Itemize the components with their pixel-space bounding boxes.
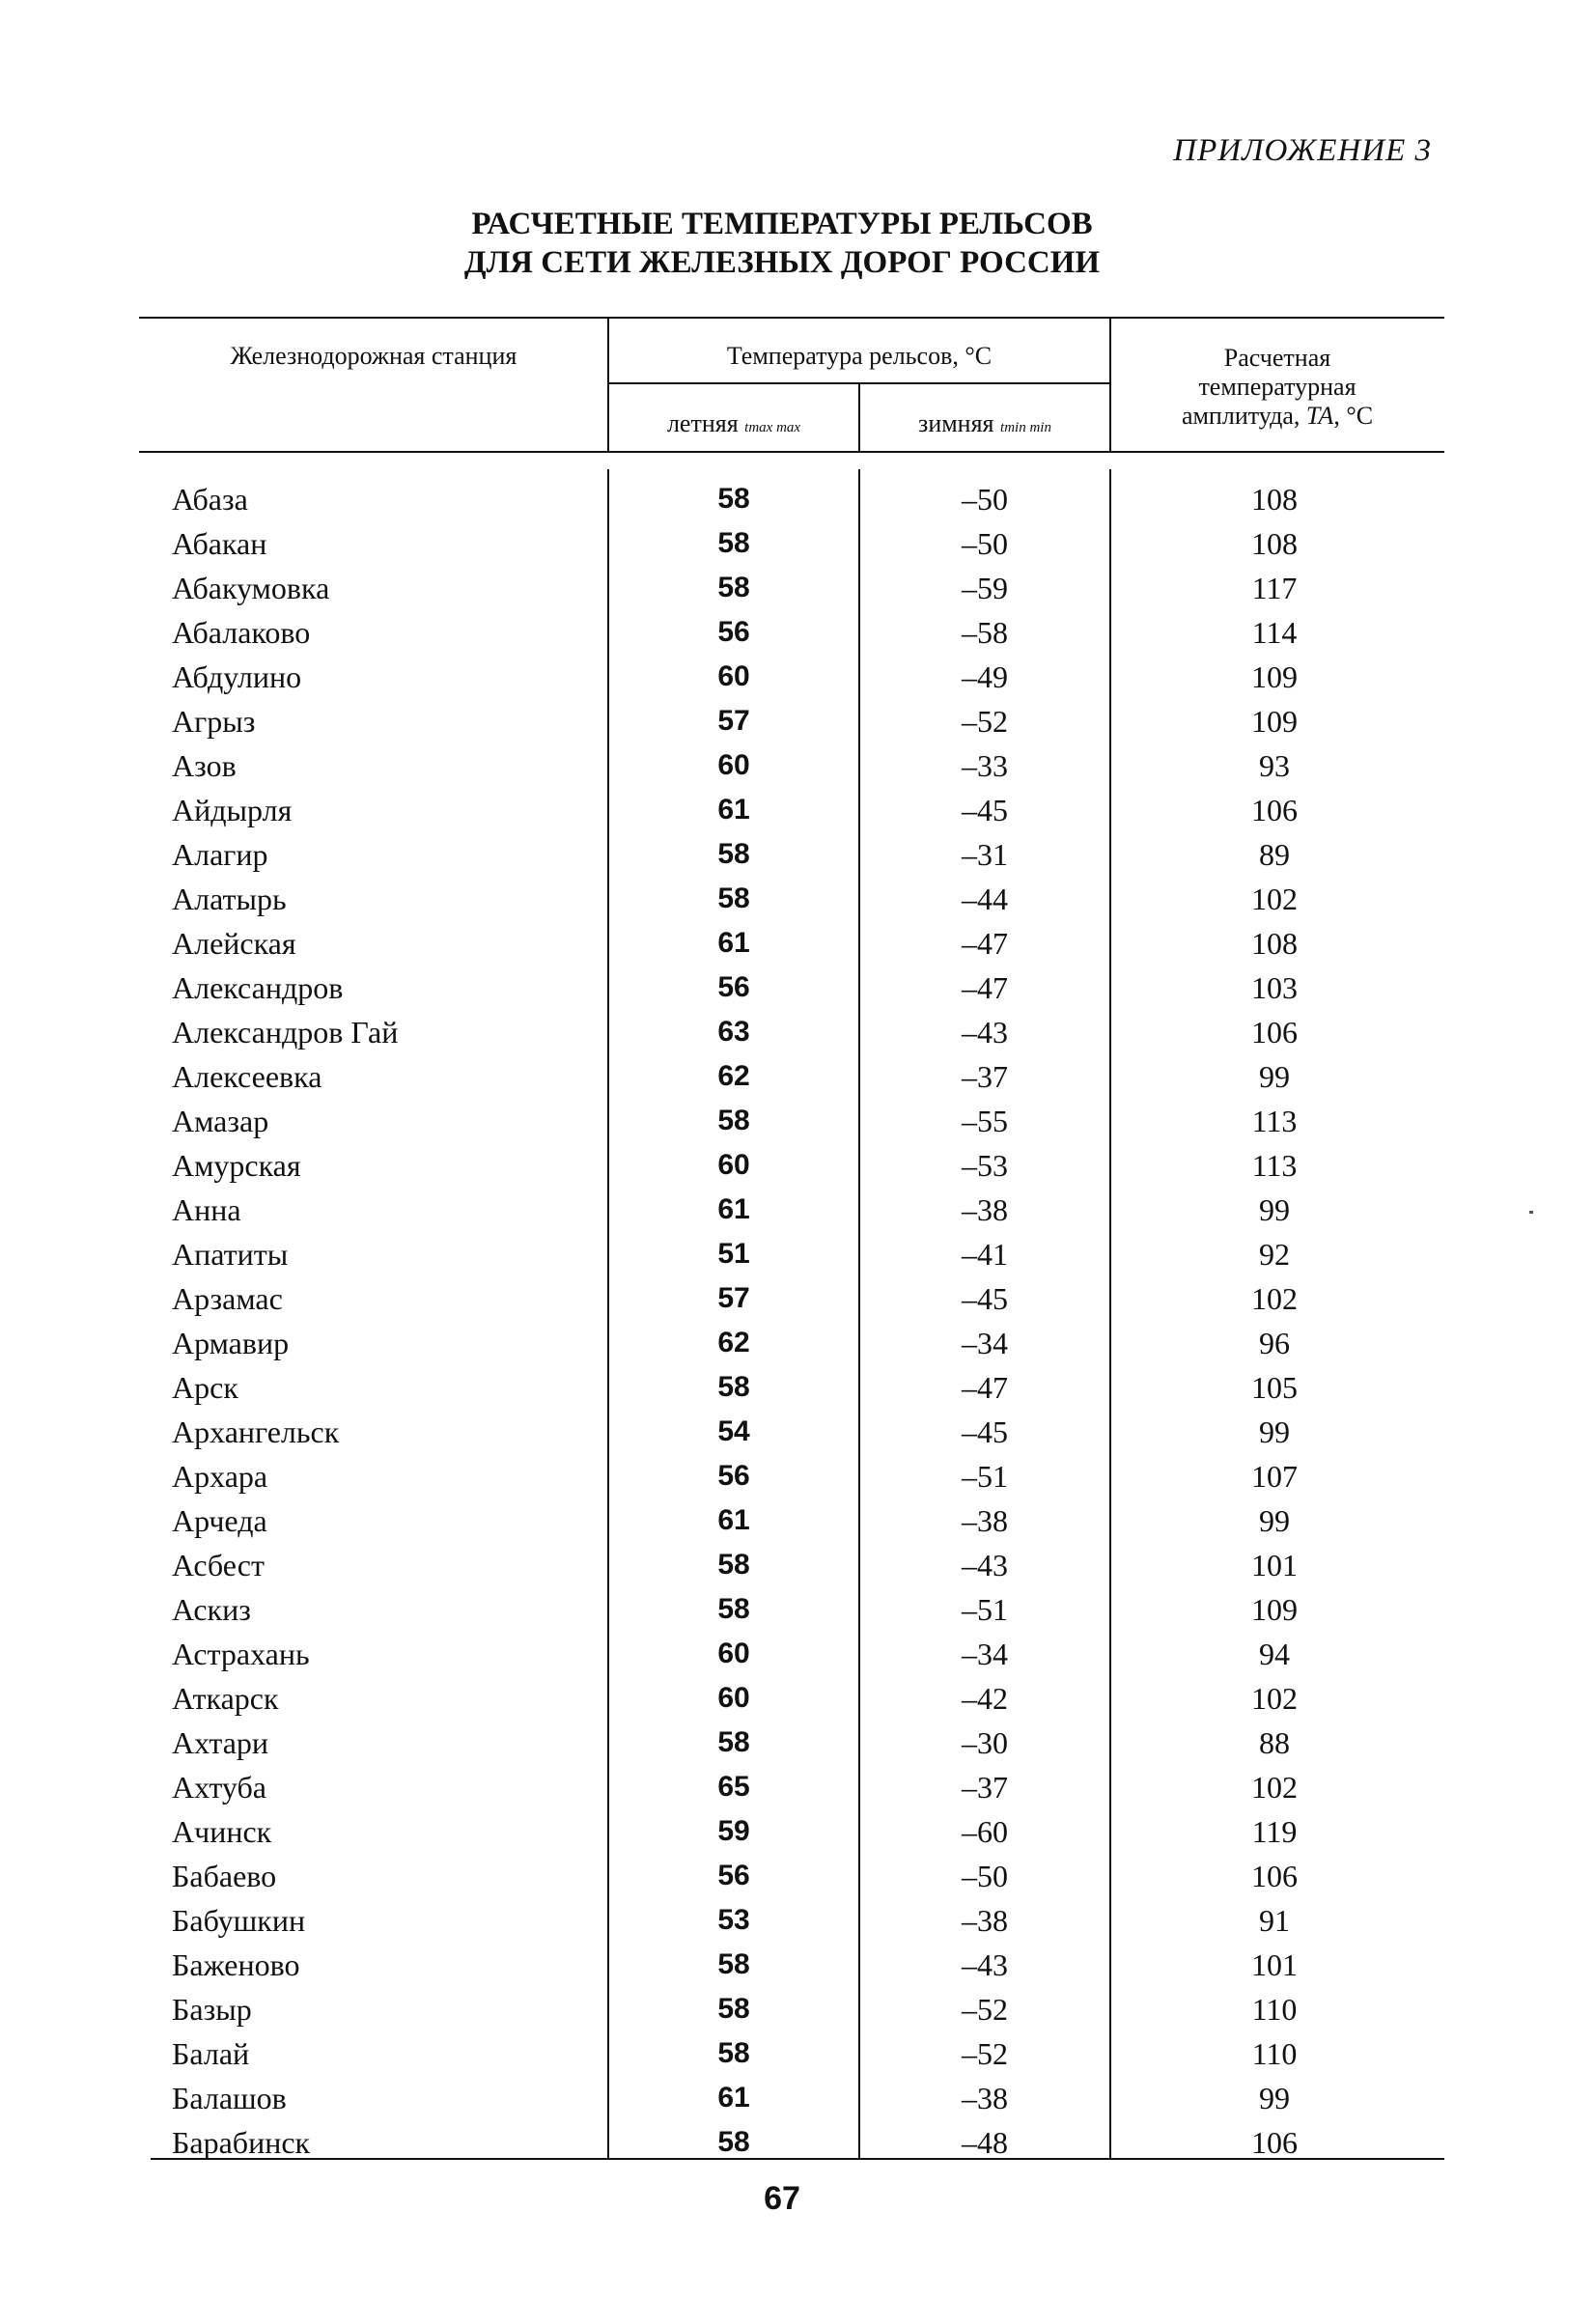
amplitude-value: 99 [1259, 1503, 1290, 1538]
winter-temp: –37 [962, 1059, 1008, 1094]
winter-temp: –55 [962, 1104, 1008, 1138]
amplitude-line-2: температурная [1198, 373, 1356, 401]
station-name: Арчеда [172, 1503, 267, 1538]
table-row [0, 566, 1594, 610]
table-row [0, 1232, 1594, 1276]
station-name: Астрахань [172, 1637, 310, 1671]
amplitude-value: 108 [1251, 526, 1298, 561]
amplitude-value: 94 [1259, 1637, 1290, 1671]
table-row [0, 1543, 1594, 1587]
station-name: Балай [172, 2036, 250, 2071]
table-row [0, 1987, 1594, 2031]
summer-temp: 58 [717, 2037, 750, 2069]
title-line-1: РАСЧЕТНЫЕ ТЕМПЕРАТУРЫ РЕЛЬСОВ [471, 207, 1093, 241]
amplitude-value: 109 [1251, 704, 1298, 739]
summer-temp: 58 [717, 1726, 750, 1758]
station-name: Абаза [172, 482, 248, 517]
winter-temp: –58 [962, 615, 1008, 650]
summer-temp: 58 [717, 2126, 750, 2158]
table-row [0, 1676, 1594, 1721]
station-name: Ахтари [172, 1725, 269, 1760]
amplitude-value: 102 [1251, 1770, 1298, 1805]
summer-temp: 61 [717, 927, 750, 959]
summer-temp: 57 [717, 705, 750, 737]
summer-temp: 60 [717, 1682, 750, 1714]
summer-temp: 60 [717, 1638, 750, 1669]
summer-temp: 56 [717, 971, 750, 1003]
station-name: Архара [172, 1459, 268, 1494]
column-header-winter [859, 409, 1110, 442]
station-name: Армавир [172, 1326, 290, 1360]
amplitude-value: 89 [1259, 837, 1290, 872]
amplitude-value: 102 [1251, 1681, 1298, 1716]
station-name: Алексеевка [172, 1059, 322, 1094]
amplitude-value: 106 [1251, 2125, 1298, 2160]
amplitude-line-3 [1110, 402, 1444, 431]
amplitude-value: 99 [1259, 1192, 1290, 1227]
table-row [0, 1276, 1594, 1321]
table-row [0, 477, 1594, 521]
station-name: Арск [172, 1370, 238, 1405]
station-name: Барабинск [172, 2125, 311, 2160]
table-row [0, 521, 1594, 566]
table-row [0, 1410, 1594, 1454]
summer-temp: 60 [717, 1149, 750, 1181]
table-body [0, 477, 1594, 2165]
table-row [0, 2120, 1594, 2165]
station-name: Архангельск [172, 1414, 340, 1449]
station-name: Александров [172, 970, 344, 1005]
station-name: Аскиз [172, 1592, 251, 1627]
table-row [0, 1054, 1594, 1099]
winter-temp: –53 [962, 1148, 1008, 1183]
summer-temp: 58 [717, 572, 750, 603]
summer-temp: 60 [717, 660, 750, 692]
table-row [0, 2031, 1594, 2076]
title-line-2: ДЛЯ СЕТИ ЖЕЛЕЗНЫХ ДОРОГ РОССИИ [463, 245, 1101, 280]
winter-temp: –52 [962, 1992, 1008, 2027]
winter-temp: –47 [962, 970, 1008, 1005]
table-row [0, 788, 1594, 832]
station-name: Амазар [172, 1104, 269, 1138]
summer-temp: 61 [717, 794, 750, 826]
table-row [0, 1099, 1594, 1143]
amplitude-value: 93 [1259, 748, 1290, 783]
table-row [0, 966, 1594, 1010]
summer-temp: 58 [717, 1948, 750, 1980]
station-name: Ачинск [172, 1814, 272, 1849]
winter-temp: –50 [962, 1859, 1008, 1893]
summer-temp: 61 [717, 2082, 750, 2114]
amplitude-value: 108 [1251, 482, 1298, 517]
summer-temp: 63 [717, 1016, 750, 1048]
station-name: Арзамас [172, 1281, 283, 1316]
winter-temp: –52 [962, 2036, 1008, 2071]
winter-temp: –48 [962, 2125, 1008, 2160]
page-title [0, 205, 1564, 282]
amplitude-value: 99 [1259, 1059, 1290, 1094]
amplitude-value: 106 [1251, 793, 1298, 827]
amplitude-value: 105 [1251, 1370, 1298, 1405]
amplitude-value: 117 [1251, 571, 1298, 605]
scan-speck [1529, 1211, 1533, 1214]
station-name: Анна [172, 1192, 241, 1227]
amplitude-value: 107 [1251, 1459, 1298, 1494]
table-row [0, 610, 1594, 655]
table-row [0, 832, 1594, 877]
summer-temp: 57 [717, 1282, 750, 1314]
amplitude-value: 108 [1251, 926, 1298, 961]
winter-temp: –49 [962, 659, 1008, 694]
table-row [0, 743, 1594, 788]
winter-temp: –50 [962, 482, 1008, 517]
table-row [0, 1765, 1594, 1809]
table-top-rule [139, 317, 1444, 319]
winter-temp: –34 [962, 1637, 1008, 1671]
table-row [0, 1721, 1594, 1765]
summer-temp: 56 [717, 1860, 750, 1891]
winter-temp: –41 [962, 1237, 1008, 1272]
summer-temp: 54 [717, 1415, 750, 1447]
station-name: Бабаево [172, 1859, 277, 1893]
station-name: Базыр [172, 1992, 252, 2027]
winter-temp: –47 [962, 1370, 1008, 1405]
amplitude-value: 109 [1251, 659, 1298, 694]
amplitude-value: 99 [1259, 2081, 1290, 2115]
summer-temp: 56 [717, 616, 750, 648]
winter-temp: –51 [962, 1459, 1008, 1494]
winter-temp: –38 [962, 1903, 1008, 1938]
station-name: Абалаково [172, 615, 311, 650]
winter-temp: –60 [962, 1814, 1008, 1849]
summer-temp: 61 [717, 1193, 750, 1225]
winter-label: зимняя [918, 409, 1001, 437]
station-name: Баженово [172, 1947, 300, 1982]
winter-temp: –59 [962, 571, 1008, 605]
winter-temp: –33 [962, 748, 1008, 783]
station-name: Азов [172, 748, 237, 783]
amplitude-value: 110 [1251, 1992, 1298, 2027]
table-row [0, 877, 1594, 921]
summer-temp: 51 [717, 1238, 750, 1270]
table-row [0, 1365, 1594, 1410]
amplitude-value: 102 [1251, 1281, 1298, 1316]
summer-temp: 58 [717, 1549, 750, 1581]
amplitude-value: 106 [1251, 1015, 1298, 1050]
amplitude-value: 109 [1251, 1592, 1298, 1627]
summer-temp: 61 [717, 1504, 750, 1536]
summer-temp: 58 [717, 1105, 750, 1136]
station-name: Ахтуба [172, 1770, 266, 1805]
station-name: Абакумовка [172, 571, 330, 605]
amplitude-value: 99 [1259, 1414, 1290, 1449]
winter-temp: –44 [962, 882, 1008, 916]
summer-temp: 59 [717, 1815, 750, 1847]
summer-temp: 62 [717, 1060, 750, 1092]
table-row [0, 655, 1594, 699]
table-row [0, 921, 1594, 966]
table-row [0, 1898, 1594, 1943]
station-name: Алейская [172, 926, 296, 961]
summer-temp: 58 [717, 1371, 750, 1403]
station-name: Алагир [172, 837, 268, 872]
winter-temp: –38 [962, 1192, 1008, 1227]
station-name: Абакан [172, 526, 267, 561]
amplitude-value: 119 [1251, 1814, 1298, 1849]
station-name: Асбест [172, 1548, 265, 1582]
summer-symbol: tmax max [744, 420, 801, 435]
table-row [0, 1143, 1594, 1188]
winter-temp: –50 [962, 526, 1008, 561]
amplitude-unit: , °С [1333, 402, 1374, 430]
column-header-rail-temp: Температура рельсов, °С [726, 342, 993, 370]
station-name: Балашов [172, 2081, 287, 2115]
station-name: Бабушкин [172, 1903, 306, 1938]
winter-symbol: tmin min [1000, 420, 1051, 435]
amplitude-value: 88 [1259, 1725, 1290, 1760]
winter-temp: –42 [962, 1681, 1008, 1716]
summer-temp: 58 [717, 1993, 750, 2025]
winter-temp: –45 [962, 1281, 1008, 1316]
table-row [0, 2076, 1594, 2120]
summer-temp: 56 [717, 1460, 750, 1492]
station-name: Алатырь [172, 882, 287, 916]
header-bottom-rule [139, 451, 1444, 453]
winter-temp: –31 [962, 837, 1008, 872]
winter-temp: –47 [962, 926, 1008, 961]
table-row [0, 1010, 1594, 1054]
summer-temp: 53 [717, 1904, 750, 1936]
summer-temp: 65 [717, 1771, 750, 1803]
appendix-label: ПРИЛОЖЕНИЕ 3 [1173, 133, 1432, 168]
amplitude-value: 106 [1251, 1859, 1298, 1893]
summer-temp: 60 [717, 749, 750, 781]
summer-temp: 58 [717, 527, 750, 559]
table-row [0, 699, 1594, 743]
winter-temp: –37 [962, 1770, 1008, 1805]
amplitude-value: 114 [1251, 615, 1298, 650]
table-row [0, 1854, 1594, 1898]
amplitude-value: 110 [1251, 2036, 1298, 2071]
column-header-summer [608, 409, 859, 442]
station-name: Аткарск [172, 1681, 279, 1716]
winter-temp: –52 [962, 704, 1008, 739]
table-row [0, 1321, 1594, 1365]
winter-temp: –30 [962, 1725, 1008, 1760]
winter-temp: –45 [962, 793, 1008, 827]
table-row [0, 1498, 1594, 1543]
amplitude-symbol: TA [1305, 402, 1334, 430]
winter-temp: –45 [962, 1414, 1008, 1449]
winter-temp: –38 [962, 1503, 1008, 1538]
winter-temp: –43 [962, 1947, 1008, 1982]
winter-temp: –51 [962, 1592, 1008, 1627]
amplitude-value: 96 [1259, 1326, 1290, 1360]
winter-temp: –38 [962, 2081, 1008, 2115]
station-name: Агрыз [172, 704, 256, 739]
amplitude-value: 101 [1251, 1947, 1298, 1982]
station-name: Апатиты [172, 1237, 289, 1272]
amplitude-value: 101 [1251, 1548, 1298, 1582]
amplitude-value: 113 [1251, 1148, 1298, 1183]
summer-temp: 58 [717, 838, 750, 870]
amplitude-value: 92 [1259, 1237, 1290, 1272]
column-header-station: Железнодорожная станция [230, 342, 517, 370]
page-number: 67 [764, 2180, 800, 2217]
amplitude-value: 91 [1259, 1903, 1290, 1938]
table-row [0, 1188, 1594, 1232]
amplitude-line-1: Расчетная [1223, 344, 1331, 372]
winter-temp: –34 [962, 1326, 1008, 1360]
table-row [0, 1454, 1594, 1498]
summer-temp: 58 [717, 882, 750, 914]
summer-temp: 62 [717, 1327, 750, 1358]
summer-temp: 58 [717, 1593, 750, 1625]
table-row [0, 1587, 1594, 1632]
table-row [0, 1943, 1594, 1987]
station-name: Айдырля [172, 793, 293, 827]
table-row [0, 1632, 1594, 1676]
station-name: Александров Гай [172, 1015, 399, 1050]
table-row [0, 1809, 1594, 1854]
summer-label: летняя [666, 409, 745, 437]
amplitude-value: 102 [1251, 882, 1298, 916]
column-header-amplitude [1110, 344, 1444, 431]
station-name: Абдулино [172, 659, 302, 694]
amplitude-value: 103 [1251, 970, 1298, 1005]
summer-temp: 58 [717, 483, 750, 515]
winter-temp: –43 [962, 1548, 1008, 1582]
amplitude-value: 113 [1251, 1104, 1298, 1138]
station-name: Амурская [172, 1148, 301, 1183]
amplitude-label: амплитуда, [1181, 402, 1306, 430]
winter-temp: –43 [962, 1015, 1008, 1050]
